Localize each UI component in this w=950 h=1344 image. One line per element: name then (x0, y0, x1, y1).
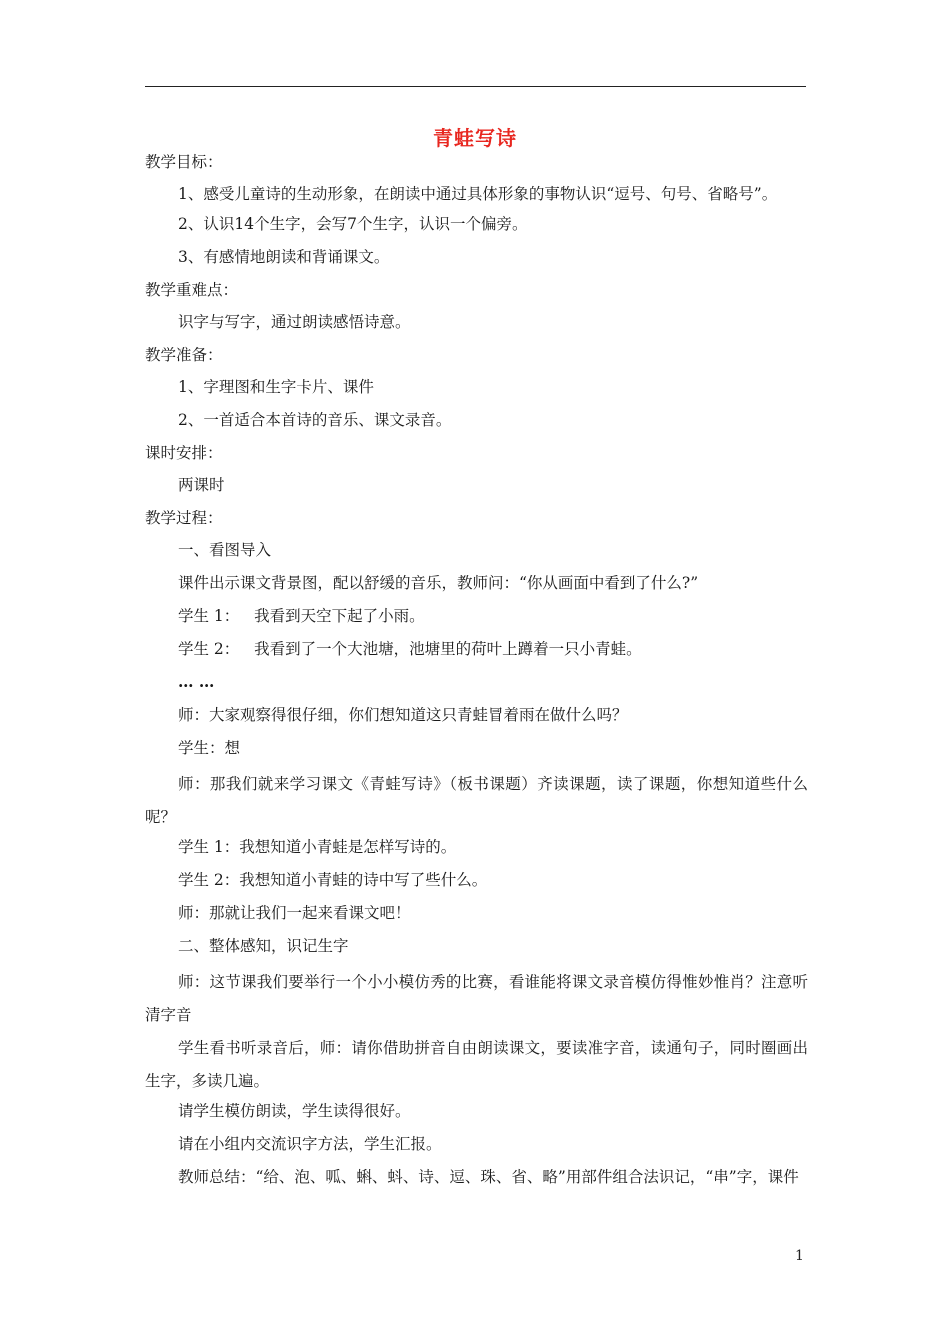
page-number: 1 (795, 1248, 804, 1264)
header-rule (145, 86, 806, 87)
document-body (145, 149, 808, 1197)
goals-heading: 教学目标： (145, 153, 223, 171)
paragraph: 学生 2：我想知道小青蛙的诗中写了些什么。 (178, 871, 488, 889)
step-1-heading: 一、看图导入 (178, 541, 272, 559)
goal-3: 3、有感情地朗读和背诵课文。 (178, 248, 390, 266)
goal-1: 1、感受儿童诗的生动形象，在朗读中通过具体形象的事物认识“逗号、句号、省略号”。 (178, 185, 778, 203)
schedule-heading: 课时安排： (145, 444, 223, 462)
paragraph: 学生看书听录音后，师：请你借助拼音自由朗读课文，要读准字音，读通句子，同时圈画出生字，多读几遍。 (145, 1039, 808, 1090)
paragraph: 师：那就让我们一起来看课文吧！ (178, 904, 411, 922)
paragraph: 请学生模仿朗读，学生读得很好。 (178, 1102, 411, 1120)
document-title: 青蛙写诗 (433, 126, 517, 150)
goal-2: 2、认识14个生字，会写7个生字，认识一个偏旁。 (178, 215, 528, 233)
step-2-heading: 二、整体感知，识记生字 (178, 937, 349, 955)
prep-1: 1、字理图和生字卡片、课件 (178, 378, 374, 396)
paragraph: 学生：想 (178, 739, 241, 757)
prep-heading: 教学准备： (145, 346, 223, 364)
paragraph: 师：大家观察得很仔细，你们想知道这只青蛙冒着雨在做什么吗？ (178, 706, 628, 724)
paragraph: 请在小组内交流识字方法，学生汇报。 (178, 1135, 442, 1153)
ellipsis-line: … … (178, 672, 215, 691)
process-heading: 教学过程： (145, 509, 223, 527)
paragraph: 师：那我们就来学习课文《青蛙写诗》（板书课题）齐读课题，读了课题，你想知道些什么呢？ (145, 775, 808, 826)
paragraph: 师：这节课我们要举行一个小小模仿秀的比赛，看谁能将课文录音模仿得惟妙惟肖？注意听清字音 (145, 973, 808, 1024)
paragraph: 课件出示课文背景图，配以舒缓的音乐，教师问：“你从画面中看到了什么?” (178, 574, 699, 592)
paragraph: 学生 2： 我看到了一个大池塘，池塘里的荷叶上蹲着一只小青蛙。 (178, 640, 642, 658)
paragraph: 学生 1： 我看到天空下起了小雨。 (178, 607, 425, 625)
key-heading: 教学重难点： (145, 281, 239, 299)
paragraph: 教师总结：“给、泡、呱、蝌、蚪、诗、逗、珠、省、略”用部件组合法识记，“串”字，课件 (178, 1168, 799, 1186)
key-text: 识字与写字，通过朗读感悟诗意。 (178, 313, 411, 331)
schedule-text: 两课时 (178, 476, 225, 494)
prep-2: 2、一首适合本首诗的音乐、课文录音。 (178, 411, 452, 429)
paragraph: 学生 1：我想知道小青蛙是怎样写诗的。 (178, 838, 457, 856)
